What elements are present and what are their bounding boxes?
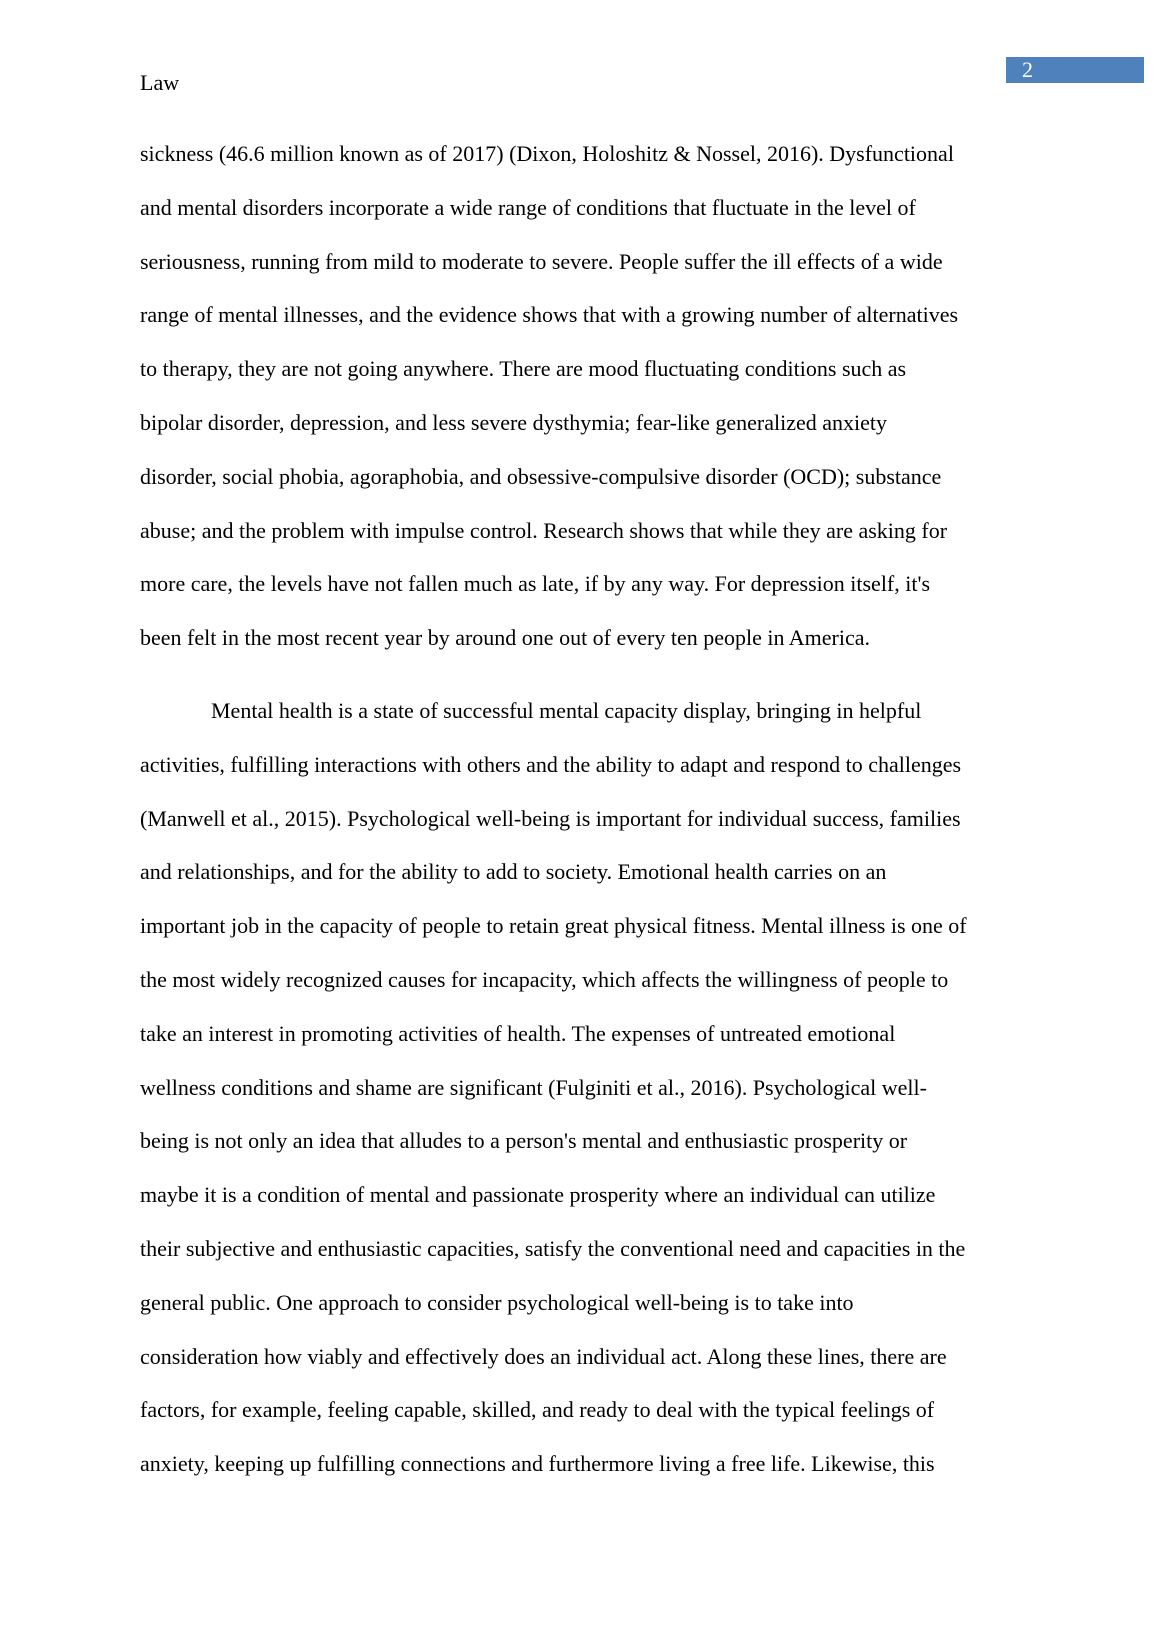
text-line: disorder, social phobia, agoraphobia, and obsessive-compulsive disorder (OCD); substance — [140, 463, 942, 489]
text-line-indented: Mental health is a state of successful mental capacity display, bringing in helpful — [211, 697, 922, 723]
text-line: wellness conditions and shame are significant (Fulginiti et al., 2016). Psychological well- — [140, 1074, 927, 1100]
text-line: been felt in the most recent year by around one out of every ten people in America. — [140, 625, 871, 651]
text-line: the most widely recognized causes for incapacity, which affects the willingness of people to — [140, 966, 949, 992]
text-line: general public. One approach to consider psychological well-being is to take into — [140, 1289, 854, 1315]
page-number: 2 — [1022, 57, 1033, 82]
text-line: more care, the levels have not fallen much as late, if by any way. For depression itself, it's — [140, 571, 931, 597]
text-line: (Manwell et al., 2015). Psychological well-being is important for individual success, families — [140, 805, 961, 831]
text-line: consideration how viably and effectively does an individual act. Along these lines, there are — [140, 1343, 947, 1369]
text-line: anxiety, keeping up fulfilling connections and furthermore living a free life. Likewise, this — [140, 1451, 935, 1477]
text-line: maybe it is a condition of mental and passionate prosperity where an individual can utilize — [140, 1182, 936, 1208]
paragraph-1 — [140, 127, 1020, 665]
paragraph-2 — [140, 684, 1020, 1491]
text-line: sickness (46.6 million known as of 2017) (Dixon, Holoshitz & Nossel, 2016). Dysfunctional — [140, 141, 954, 166]
text-line: abuse; and the problem with impulse control. Research shows that while they are asking for — [140, 517, 948, 543]
text-line: take an interest in promoting activities of health. The expenses of untreated emotional — [140, 1020, 896, 1046]
text-line: to therapy, they are not going anywhere. There are mood fluctuating conditions such as — [140, 356, 907, 382]
text-line: their subjective and enthusiastic capacities, satisfy the conventional need and capacities in the — [140, 1235, 966, 1261]
text-line: activities, fulfilling interactions with others and the ability to adapt and respond to challenges — [140, 751, 962, 777]
document-body — [140, 127, 1020, 1491]
text-line: range of mental illnesses, and the evidence shows that with a growing number of alternatives — [140, 302, 959, 328]
text-line: seriousness, running from mild to moderate to severe. People suffer the ill effects of a wide — [140, 248, 943, 274]
text-line: and mental disorders incorporate a wide range of conditions that fluctuate in the level of — [140, 194, 916, 220]
paragraph-spacing — [140, 665, 1020, 684]
text-line: and relationships, and for the ability to add to society. Emotional health carries on an — [140, 859, 887, 885]
text-line: factors, for example, feeling capable, skilled, and ready to deal with the typical feelings of — [140, 1397, 935, 1423]
text-line: important job in the capacity of people to retain great physical fitness. Mental illness is one of — [140, 913, 967, 939]
text-line: bipolar disorder, depression, and less severe dysthymia; fear-like generalized anxiety — [140, 409, 888, 435]
page-number-badge — [1006, 57, 1144, 83]
text-line: being is not only an idea that alludes to a person's mental and enthusiastic prosperity or — [140, 1128, 908, 1154]
running-header-title: Law — [140, 70, 180, 95]
